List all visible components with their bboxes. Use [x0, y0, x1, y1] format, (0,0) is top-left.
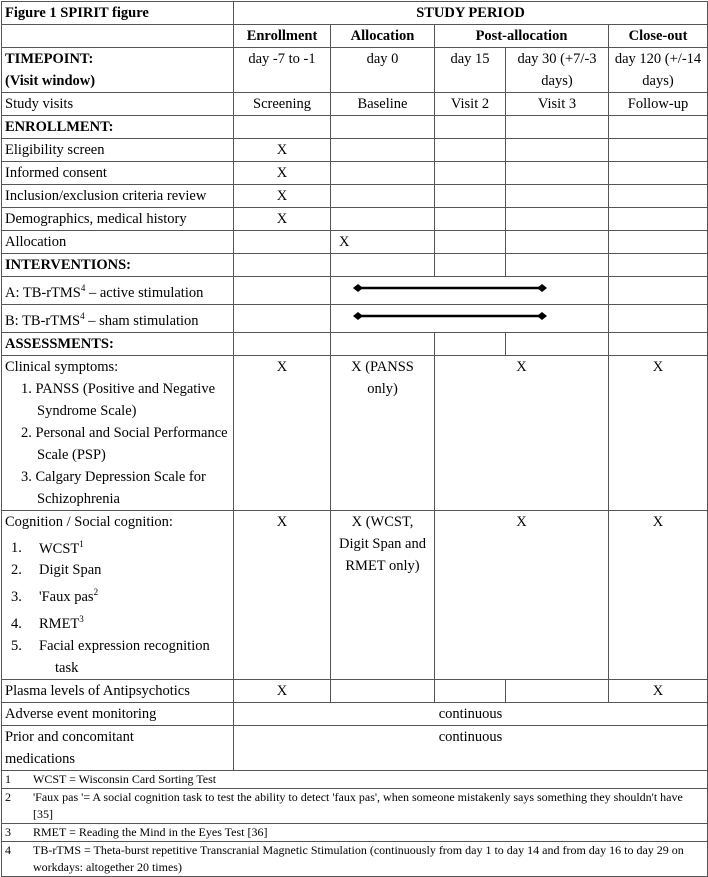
- footnote-row: 1 WCST = Wisconsin Card Sorting Test: [2, 771, 708, 789]
- baseline-note: X (PANSS only): [331, 355, 435, 510]
- mark: X: [234, 355, 331, 510]
- study-period: STUDY PERIOD: [234, 2, 708, 25]
- figure-title: Figure 1 SPIRIT figure: [2, 2, 234, 25]
- visit-followup: Follow-up: [609, 93, 708, 116]
- timepoint-label: TIMEPOINT:: [5, 51, 94, 67]
- mark: X: [609, 510, 708, 679]
- assessments-header-row: [2, 332, 708, 355]
- footnote-text: TB-rTMS = Theta-burst repetitive Transcranial Magnetic Stimulation (continuously from day 1 to day 14 and from day 16 to day 29 on workdays: altogether 20 times): [33, 843, 684, 875]
- row-label: Eligibility screen: [2, 139, 234, 162]
- intervention-a-row: [2, 277, 708, 305]
- spirit-table: [1, 1, 708, 877]
- footnote-text: 'Faux pas '= A social cognition task to test the ability to detect 'faux pas', when someone mistakenly says something they shouldn't have [35]: [33, 790, 683, 822]
- row-label: Inclusion/exclusion criteria review: [2, 185, 234, 208]
- timepoint-screening: day -7 to -1: [234, 48, 331, 93]
- duration-line: [331, 277, 609, 299]
- phase-enrollment: Enrollment: [234, 25, 331, 48]
- mark: X: [234, 208, 331, 231]
- footnote-row: 3 RMET = Reading the Mind in the Eyes Test [36]: [2, 824, 708, 842]
- mark: X: [609, 680, 708, 703]
- visit-2: Visit 2: [435, 93, 506, 116]
- prior-row: [2, 726, 708, 771]
- interventions-header-row: [2, 254, 708, 277]
- assessments-header: ASSESSMENTS:: [2, 332, 234, 355]
- study-visits-label: Study visits: [2, 93, 234, 116]
- prior-label: Prior and concomitant medications: [2, 726, 234, 771]
- timepoint-followup: day 120 (+/-14 days): [609, 48, 708, 93]
- mark: X: [234, 185, 331, 208]
- table-row: [2, 231, 708, 254]
- mark: X: [609, 355, 708, 510]
- table-row: [2, 185, 708, 208]
- visit-3: Visit 3: [506, 93, 609, 116]
- continuous-label: continuous: [234, 703, 708, 726]
- intervention-a-bar: [331, 277, 609, 305]
- mark: X: [234, 162, 331, 185]
- intervention-b-row: [2, 304, 708, 332]
- plasma-label: Plasma levels of Antipsychotics: [2, 680, 234, 703]
- header-row-phases: [2, 25, 708, 48]
- cognition-row: [2, 510, 708, 679]
- visit-screening: Screening: [234, 93, 331, 116]
- mark: X: [234, 680, 331, 703]
- enrollment-header-row: [2, 116, 708, 139]
- table-row: [2, 139, 708, 162]
- mark: X: [331, 231, 435, 254]
- timepoint-baseline: day 0: [331, 48, 435, 93]
- timepoint-visit3: day 30 (+7/-3 days): [506, 48, 609, 93]
- footnote-row: 4 TB-rTMS = Theta-burst repetitive Transcranial Magnetic Stimulation (continuously from day 1 to day 14 and from day 16 to day 29 on workdays: altogether 20 times): [2, 842, 708, 877]
- table-row: [2, 162, 708, 185]
- clinical-row: [2, 355, 708, 510]
- clinical-label: Clinical symptoms: 1. PANSS (Positive and Negative Syndrome Scale) 2. Personal and Social Performance Scale (PSP) 3. Calgary Depression Scale for Schizophrenia: [2, 355, 234, 510]
- phase-post-allocation: Post-allocation: [435, 25, 609, 48]
- table-row: [2, 208, 708, 231]
- footnote-text: RMET = Reading the Mind in the Eyes Test [36]: [33, 825, 268, 840]
- visit-baseline: Baseline: [331, 93, 435, 116]
- continuous-label: continuous: [234, 726, 708, 771]
- phase-close-out: Close-out: [609, 25, 708, 48]
- timepoint-visit2: day 15: [435, 48, 506, 93]
- timepoint-row: [2, 48, 708, 93]
- mark: X: [234, 510, 331, 679]
- row-label: Demographics, medical history: [2, 208, 234, 231]
- visits-row: [2, 93, 708, 116]
- mark: X: [435, 355, 609, 510]
- baseline-note: X (WCST, Digit Span and RMET only): [331, 510, 435, 679]
- enrollment-header: ENROLLMENT:: [2, 116, 234, 139]
- adverse-row: [2, 703, 708, 726]
- adverse-label: Adverse event monitoring: [2, 703, 234, 726]
- cognition-label: Cognition / Social cognition: 1. WCST$^1$ 2. Digit Span 3. 'Faux pas$^2$ 4. RMET$^3$ 5. Facial expression recognition task: [2, 510, 234, 679]
- plasma-row: [2, 680, 708, 703]
- start-diamond: [353, 284, 363, 292]
- footnote-row: 2 'Faux pas '= A social cognition task to test the ability to detect 'faux pas', when someone mistakenly says something they shouldn't have [35]: [2, 789, 708, 824]
- end-diamond: [537, 312, 547, 320]
- mark: X: [435, 510, 609, 679]
- start-diamond: [353, 312, 363, 320]
- intervention-a-label: A: TB-rTMS$^4$ – active stimulation: [2, 277, 234, 305]
- mark: X: [234, 139, 331, 162]
- row-label: Allocation: [2, 231, 234, 254]
- footnote-text: WCST = Wisconsin Card Sorting Test: [33, 772, 217, 787]
- visit-window-label: (Visit window): [5, 73, 96, 89]
- interventions-header: INTERVENTIONS:: [2, 254, 234, 277]
- end-diamond: [537, 284, 547, 292]
- header-row-1: [2, 2, 708, 25]
- row-label: Informed consent: [2, 162, 234, 185]
- intervention-b-label: B: TB-rTMS$^4$ – sham stimulation: [2, 304, 234, 332]
- intervention-b-bar: [331, 304, 609, 332]
- phase-allocation: Allocation: [331, 25, 435, 48]
- duration-line: [331, 305, 609, 327]
